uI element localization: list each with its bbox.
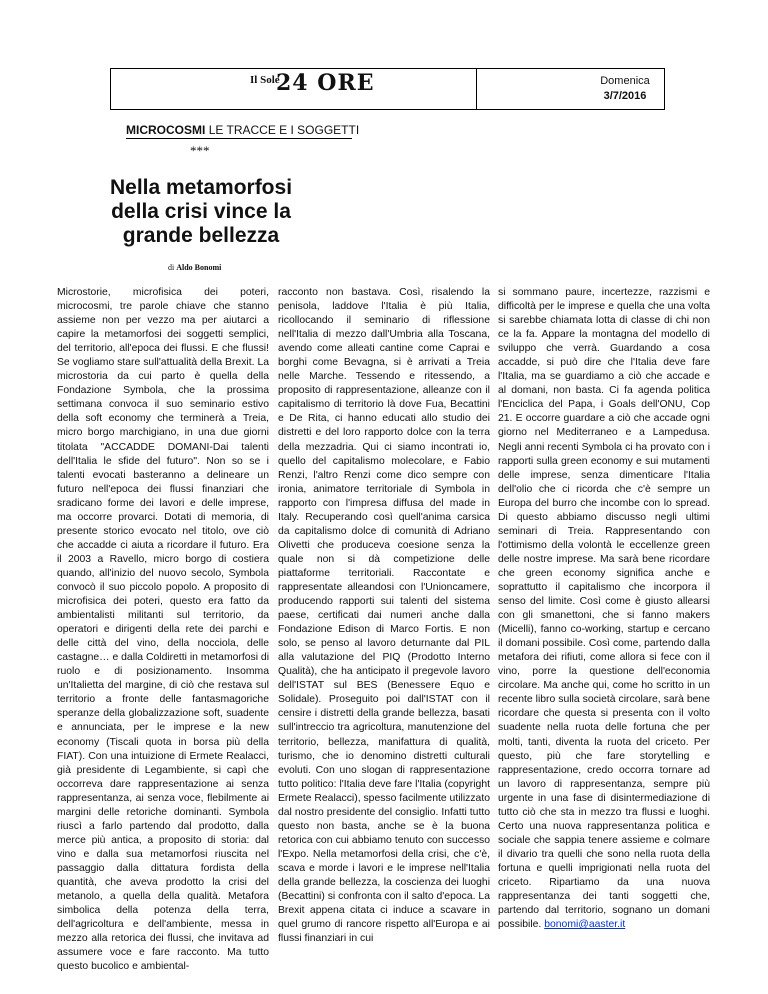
logo-24-ore: 24 ORE [276,70,375,96]
article-column-2: racconto non bastava. Così, risalendo la penisola, laddove l'Italia è più Italia, ricollocando il seminario di riflessione nell'Italia di mezzo dall'Umbria alla Toscana, avendo come alleati cantine come Caprai e borghi come Bevagna, si è arrivati a Treia nelle Marche. Tessendo e ritessendo, a proposito di rappresentazione, alleanze con il capitalismo di territorio là dove Fua, Becattini e De Rita, ci hanno educati allo studio dei distretti e del loro rapporto dolce con la terra della mezzadria. Qui ci siamo incontrati io, quello del capitalismo molecolare, e Fabio Renzi, l'altro Renzi come dico sempre con ironia, animatore territoriale di Symbola in rapporto con l'impresa diffusa del made in Italy. Recuperando così quell'anima carsica da capitalismo dolce di comunità di Adriano Olivetti che produceva coesione senza la quale non si dà competizione delle piattaforme territoriali. Raccontate e rappresentate alleandosi con l'Unioncamere, producendo rapporti sui talenti del sistema paese, certificati dai numeri anche dalla Fondazione Edison di Marco Fortis. E non solo, se penso al lavoro deturnante dal PIL alla valutazione del PIQ (Prodotto Interno Qualità), che ha anticipato il pregevole lavoro dell'ISTAT sul BES (Benessere Equo e Solidale). Proseguito poi dall'ISTAT con il censire i distretti della grande bellezza, basati sull'intreccio tra agricoltura, manutenzione del territorio, bellezza, manifattura di qualità, turismo, che io denomino distretti culturali evoluti. Con uno slogan di rappresentazione tutto politico: l'Italia deve fare l'Italia (copyright Ermete Realacci), spesso facilmente utilizzato dal nostro presidente del consiglio. Infatti tutto questo non basta, anche se è la buona retorica con cui abbiamo tenuto con successo l'Expo. Nella metamorfosi della crisi, che c'è, scava e morde i lavori e le imprese nell'Italia della grande bellezza, la coscienza dei luoghi (Becattini) si confronta con il salto d'epoca. La Brexit appena citata ci induce a scavare in quel grumo di rancore rispetto all'Europa e ai flussi finanziari in cui [278,287,490,945]
section-subtitle: LE TRACCE E I SOGGETTI [208,123,360,137]
section-name: MICROCOSMI [126,123,206,137]
masthead-day: Domenica [600,75,650,87]
byline-prefix: di [168,263,175,272]
article-column-3 [498,286,710,932]
masthead-divider [476,68,477,110]
masthead-date: 3/7/2016 [603,90,647,102]
article-column-1: Microstorie, microfisica dei poteri, microcosmi, tre parole chiave che stanno assieme non per vezzo ma per aiutarci a capire la metamorfosi dei soggetti semplici, del territorio, all'epoca dei flussi. E che flussi! Se vogliamo stare sull'attualità della Brexit. La microstoria da cui parto è quella della Fondazione Symbola, che la prossima settimana convoca il suo seminario estivo della soft economy che terminerà a Treia, micro borgo marchigiano, in una due giorni titolata "ACCADDE DOMANI-Dai talenti dell'Italia le sfide del futuro". Non so se i talenti evocati basteranno a delineare un futuro nell'epoca dei flussi finanziari che sradicano forme dei lavori e delle imprese, ma occorre provarci. Dotati di memoria, di presente storico evocato nel titolo, ove ciò che accadde ci aiuta a ricordare il futuro. Era il 2003 a Ravello, micro borgo di costiera quando, all'inizio del nuovo secolo, Symbola convocò il suo piccolo popolo. A proposito di microfisica dei poteri, questo era fatto da ambientalisti militanti sul territorio, da operatori e dirigenti della rete dei parchi e delle città del vino, della nocciola, delle castagne… e dalla Coldiretti in metamorfosi di ruolo e di posizionamento. Insomma un'Italietta del margine, di ciò che restava sul territorio a fronte delle fantasmagoriche speranze della globalizzazione soft, suadente e annunciata, per le imprese e la new economy (Tiscali quota in borsa più della FIAT). Con una intuizione di Ermete Realacci, già presidente di Legambiente, si capì che occorreva dare rappresentazione ai senza rappresentanza, ai senza voce, flebilmente ai margini delle retoriche dominanti. Symbola riuscì a farlo partendo dal prodotto, dalla merce più antica, a proposito di storia: dal vino e dalla sua metamorfosi riuscita nel passaggio dalla dittatura fordista della quantità, che aveva prodotto la crisi del metanolo, a quella della qualità. Metafora simbolica della potenza della terra, dell'agricoltura e dell'ambiente, messa in mezzo alla retorica dei flussi, che invitava ad assumere voce e fare racconto. Ma tutto questo bucolico e ambiental- [57,287,269,973]
rubric-underline [126,138,352,139]
column-3-text: si sommano paure, incertezze, razzismi e difficoltà per le imprese e quella che una volta si sarebbe chiamata lotta di classe di chi non ce la fa. Appare la montagna del modello di sviluppo che verrà. Guardando a cosa accadde, si può dire che l'Italia deve fare l'Italia, ma se guardiamo a ciò che accade e al domani, non basta. Ci fa agenda politica l'Enciclica del Papa, i Goals dell'ONU, Cop 21. E occorre guardare a ciò che accade ogni giorno nel Mediterraneo e a Lampedusa. Negli anni recenti Symbola ci ha provato con i rapporti sulla green economy e sui mutamenti delle imprese, senza dimenticare l'Italia dell'olio che ci ricorda che c'è sempre un Europa del burro che incombe con lo spread. Di questo abbiamo discusso negli ultimi seminari di Treia. Rappresentando con l'ottimismo della volontà le eccellenze green delle nostre imprese. Ma sarà bene ricordare che green economy significa anche e soprattutto il capitalismo che incorpora il senso del limite. Così come è giusto allearsi con gli smanettoni, che si fanno makers (Micelli), fanno co-working, startup e cercano il domani possibile. Così come, partendo dalla metafora dei rifiuti, come allora si fece con il vino, porre la questione dell'economia circolare. Ma anche qui, come ho scritto in un recente libro sulla società circolare, sarà bene ricordare che questa si presenta con il volto suadente nella ruota delle fortuna che per molti, tanti, diventa la ruota del criceto. Per questo, più che fare storytelling e rappresentazione, credo occorra tornare ad un lavoro di rappresentanza, sempre più urgente in una fase di disintermediazione di tutto ciò che sta in mezzo tra flussi e luoghi. Certo una nuova rappresentanza politica e sociale che sappia tenere assieme e colmare il divario tra quelli che sono nella ruota della fortuna e quelli imprigionati nella ruota del criceto. Ripartiamo da una nuova rappresentanza dei tanti soggetti che, partendo dal territorio, sognano un domani possibile. [498,287,710,931]
author-name: Aldo Bonomi [176,263,222,272]
author-email-link[interactable]: bonomi@aaster.it [544,919,626,931]
logo-il-sole: Il Sole [250,74,280,86]
article-byline [168,263,221,272]
article-headline: Nella metamorfosi della crisi vince la grande bellezza [109,176,293,247]
section-stars: *** [190,143,210,158]
section-rubric [126,123,359,137]
